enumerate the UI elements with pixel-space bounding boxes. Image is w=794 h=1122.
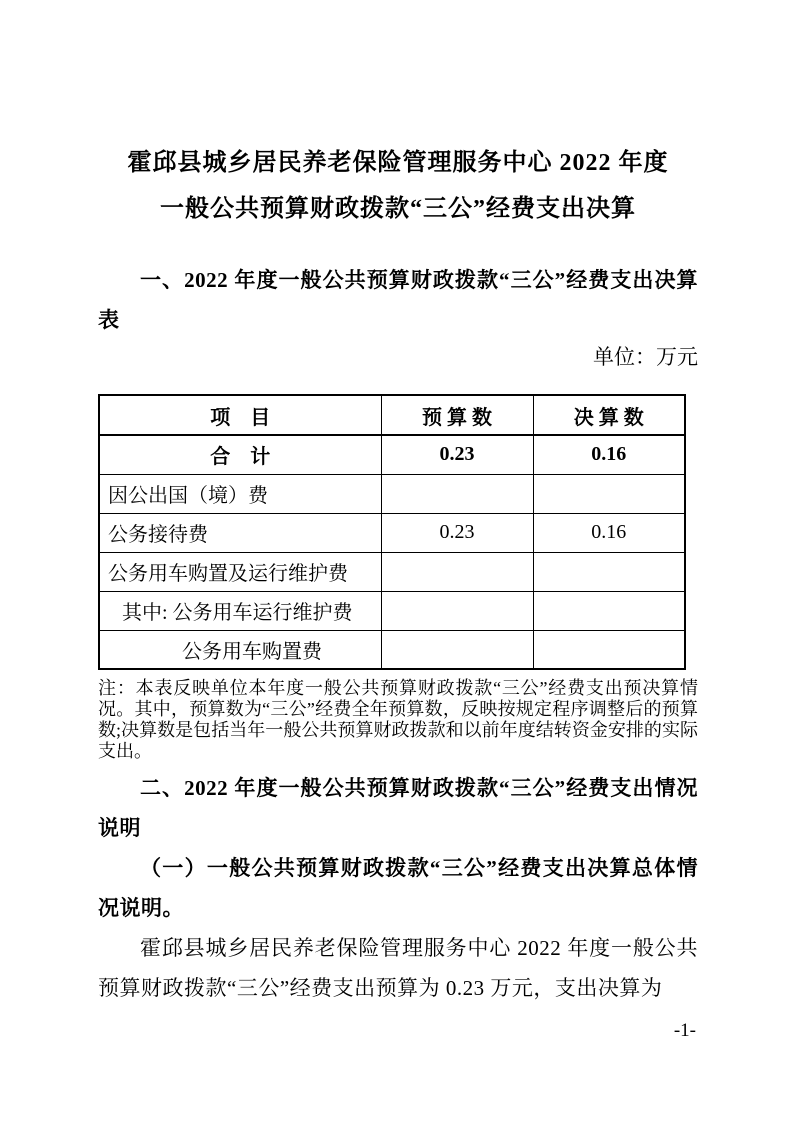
title-line-1: 霍邱县城乡居民养老保险管理服务中心 2022 年度 <box>127 150 669 176</box>
table-cell-final <box>533 630 685 669</box>
expense-table <box>98 394 686 670</box>
page-number: -1- <box>673 1020 696 1041</box>
table-row-vehicle-total <box>99 552 685 591</box>
column-header-budget: 预 算 数 <box>381 395 533 435</box>
table-row-vehicle-purchase <box>99 630 685 669</box>
column-header-item: 项 目 <box>99 395 381 435</box>
table-cell-budget: 0.23 <box>381 513 533 552</box>
table-cell-final <box>533 474 685 513</box>
section1-heading: 一、2022 年度一般公共预算财政拨款“三公”经费支出决算表 <box>98 268 698 332</box>
table-header-row <box>99 395 685 435</box>
table-row-abroad <box>99 474 685 513</box>
section2-heading: 二、2022 年度一般公共预算财政拨款“三公”经费支出情况说明 <box>98 776 698 840</box>
table-cell-item: 合 计 <box>99 435 381 474</box>
table-cell-budget <box>381 552 533 591</box>
table-cell-budget <box>381 630 533 669</box>
unit-label: 单位：万元 <box>593 345 698 369</box>
table-note: 注：本表反映单位本年度一般公共预算财政拨款“三公”经费支出预决算情况。其中，预算数为“三公”经费全年预算数，反映按规定程序调整后的预算数;决算数是包括当年一般公共预算财政拨款和以前年度结转资金安排的实际支出。 <box>98 678 698 761</box>
table-cell-budget <box>381 474 533 513</box>
table-cell-final <box>533 591 685 630</box>
section2-subheading: （一）一般公共预算财政拨款“三公”经费支出决算总体情况说明。 <box>98 856 698 920</box>
document-title <box>98 140 698 232</box>
table-cell-item: 公务接待费 <box>99 513 381 552</box>
table-cell-item: 因公出国（境）费 <box>99 474 381 513</box>
title-line-2: 一般公共预算财政拨款“三公”经费支出决算 <box>160 196 636 222</box>
table-cell-final <box>533 552 685 591</box>
table-cell-budget: 0.23 <box>381 435 533 474</box>
table-cell-final: 0.16 <box>533 513 685 552</box>
section2-paragraph: 霍邱县城乡居民养老保险管理服务中心 2022 年度一般公共预算财政拨款“三公”经费支出预算为 0.23 万元，支出决算为 <box>98 936 698 1000</box>
table-row-reception <box>99 513 685 552</box>
table-row-vehicle-operation <box>99 591 685 630</box>
table-cell-item: 公务用车购置及运行维护费 <box>99 552 381 591</box>
table-cell-final: 0.16 <box>533 435 685 474</box>
table-cell-item: 其中: 公务用车运行维护费 <box>99 591 381 630</box>
table-cell-budget <box>381 591 533 630</box>
table-row-total <box>99 435 685 474</box>
table-cell-item: 公务用车购置费 <box>99 630 381 669</box>
column-header-final: 决 算 数 <box>533 395 685 435</box>
